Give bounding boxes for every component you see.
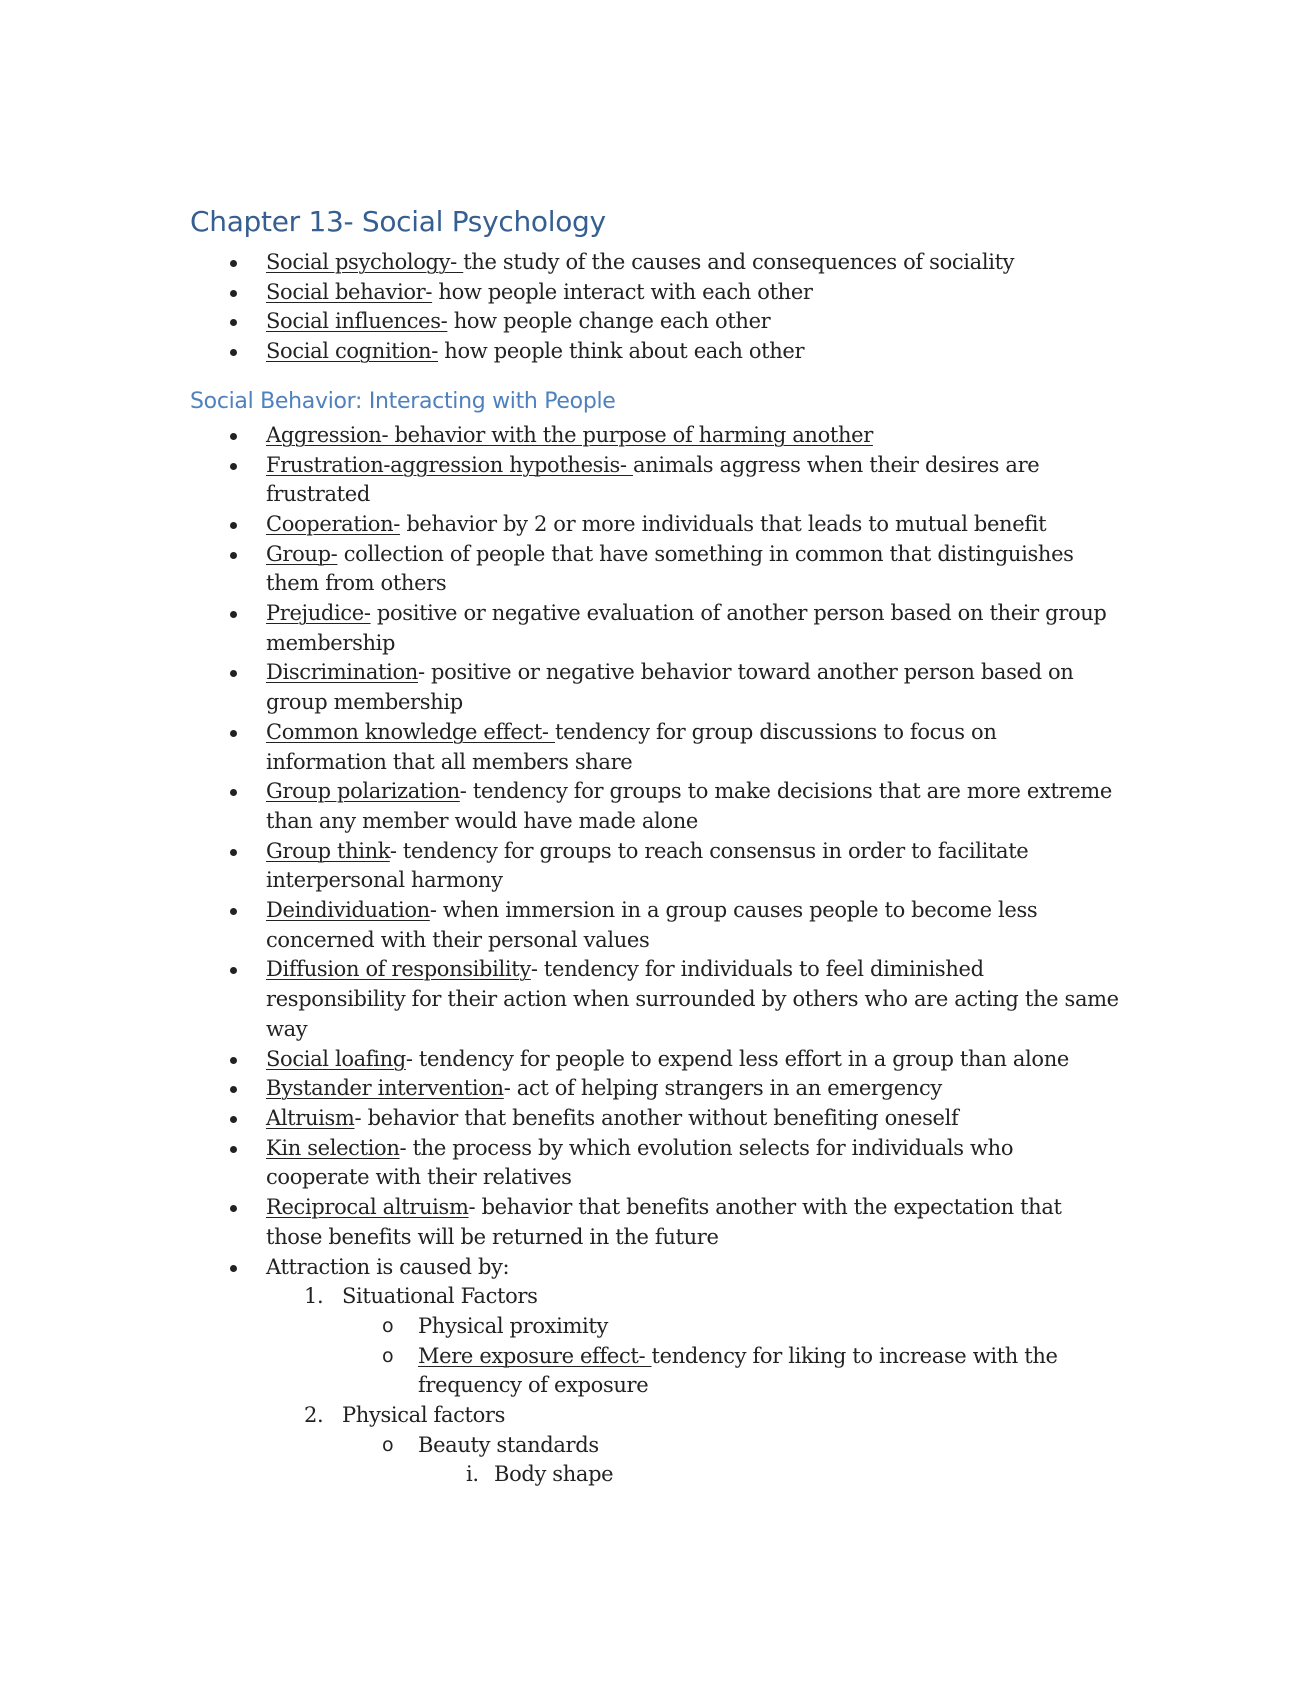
definition: - when immersion in a group causes people to become less concerned with their personal values xyxy=(266,898,1038,952)
list-item xyxy=(266,540,1120,599)
sub-item-text: Beauty standards xyxy=(418,1432,599,1457)
factor-sub-list xyxy=(342,1431,1120,1490)
term: Group- xyxy=(266,541,338,566)
term: Social cognition- xyxy=(266,339,438,364)
definition: behavior by 2 or more individuals that leads to mutual benefit xyxy=(400,511,1047,536)
term: Social psychology- xyxy=(266,250,464,274)
term: Group think xyxy=(266,838,390,863)
list-item xyxy=(266,1074,1120,1104)
attraction-text: Attraction is caused by: xyxy=(266,1254,510,1279)
list-number: 2. xyxy=(304,1403,324,1428)
definition: - positive or negative behavior toward another person based on group membership xyxy=(266,660,1074,715)
definition: - behavior that benefits another without benefiting oneself xyxy=(354,1105,959,1130)
definition: - behavior that benefits another with the expectation that those benefits will be returned in the future xyxy=(266,1195,1062,1249)
list-item xyxy=(266,278,1120,308)
section-heading: Social Behavior: Interacting with People xyxy=(190,388,616,414)
definition: how people think about each other xyxy=(437,339,805,364)
definition: - tendency for individuals to feel diminished responsibility for their action when surrounded by others who are acting the same way xyxy=(266,957,1119,1041)
definition: animals aggress when their desires are frustrated xyxy=(266,452,1040,507)
list-item-attraction xyxy=(266,1253,1120,1491)
term: Common knowledge effect- xyxy=(266,719,556,744)
sub-item xyxy=(382,1312,1120,1342)
term: Reciprocal altruism xyxy=(266,1195,469,1220)
list-item xyxy=(266,421,1120,451)
term: Social influences- xyxy=(266,309,448,334)
roman-item-text: Body shape xyxy=(494,1462,614,1487)
list-item xyxy=(266,658,1120,717)
section-list xyxy=(190,421,1120,1490)
definition: - the process by which evolution selects for individuals who cooperate with their relatives xyxy=(266,1135,1014,1190)
list-item xyxy=(266,718,1120,777)
definition: how people interact with each other xyxy=(432,279,813,304)
roman-numeral: i. xyxy=(466,1462,479,1487)
list-item xyxy=(266,1104,1120,1134)
factor-item xyxy=(304,1282,1120,1401)
circle-bullet: o xyxy=(382,1433,394,1456)
term: Altruism xyxy=(266,1105,355,1130)
list-item xyxy=(266,337,1120,367)
term: Kin selection xyxy=(266,1135,400,1160)
term: Cooperation- xyxy=(266,511,401,536)
list-item xyxy=(266,248,1120,278)
term: Deindividuation xyxy=(266,898,430,923)
roman-sub-list xyxy=(418,1460,1120,1490)
term: Social behavior- xyxy=(266,279,433,304)
circle-bullet: o xyxy=(382,1314,394,1337)
list-item xyxy=(266,1193,1120,1252)
definition: - act of helping strangers in an emergency xyxy=(503,1076,942,1101)
factor-label: Situational Factors xyxy=(342,1284,538,1309)
sub-item xyxy=(382,1431,1120,1490)
definition: collection of people that have something in common that distinguishes them from others xyxy=(266,541,1074,596)
chapter-title: Chapter 13- Social Psychology xyxy=(190,205,606,238)
term: Mere exposure effect- xyxy=(418,1343,652,1368)
definition: the study of the causes and consequences of sociality xyxy=(463,250,1015,274)
term: Social loafing xyxy=(266,1046,406,1071)
sub-item-text: Physical proximity xyxy=(418,1313,609,1338)
term: Prejudice- xyxy=(266,601,371,626)
list-item xyxy=(266,451,1120,510)
list-item xyxy=(266,837,1120,896)
term: Bystander intervention xyxy=(266,1076,504,1101)
definition: tendency for group discussions to focus on information that all members share xyxy=(266,719,997,774)
intro-list xyxy=(190,248,1120,367)
document-content xyxy=(190,202,1120,1490)
definition: - tendency for groups to reach consensus in order to facilitate interpersonal harmony xyxy=(266,838,1029,893)
term: Diffusion of responsibility xyxy=(266,957,531,982)
list-item xyxy=(266,1045,1120,1075)
circle-bullet: o xyxy=(382,1344,394,1367)
list-item xyxy=(266,1134,1120,1193)
term: Group polarization xyxy=(266,779,460,804)
attraction-factors-list xyxy=(266,1282,1120,1490)
definition: - tendency for groups to make decisions that are more extreme than any member would have made alone xyxy=(266,779,1112,833)
definition: how people change each other xyxy=(447,309,771,334)
list-item xyxy=(266,896,1120,955)
list-item xyxy=(266,777,1120,836)
list-item xyxy=(266,955,1120,1044)
definition: - tendency for people to expend less effort in a group than alone xyxy=(405,1046,1069,1071)
roman-item xyxy=(466,1460,1120,1490)
term: Discrimination xyxy=(266,660,418,685)
factor-label: Physical factors xyxy=(342,1403,506,1428)
sub-item xyxy=(382,1342,1120,1401)
list-number: 1. xyxy=(304,1284,324,1309)
factor-item xyxy=(304,1401,1120,1490)
term: Aggression- behavior with the purpose of harming another xyxy=(266,422,873,447)
definition: tendency for liking to increase with the frequency of exposure xyxy=(418,1343,1058,1398)
list-item xyxy=(266,510,1120,540)
list-item xyxy=(266,307,1120,337)
factor-sub-list xyxy=(342,1312,1120,1401)
list-item xyxy=(266,599,1120,658)
definition: positive or negative evaluation of another person based on their group membership xyxy=(266,601,1107,655)
term: Frustration-aggression hypothesis- xyxy=(266,452,633,477)
